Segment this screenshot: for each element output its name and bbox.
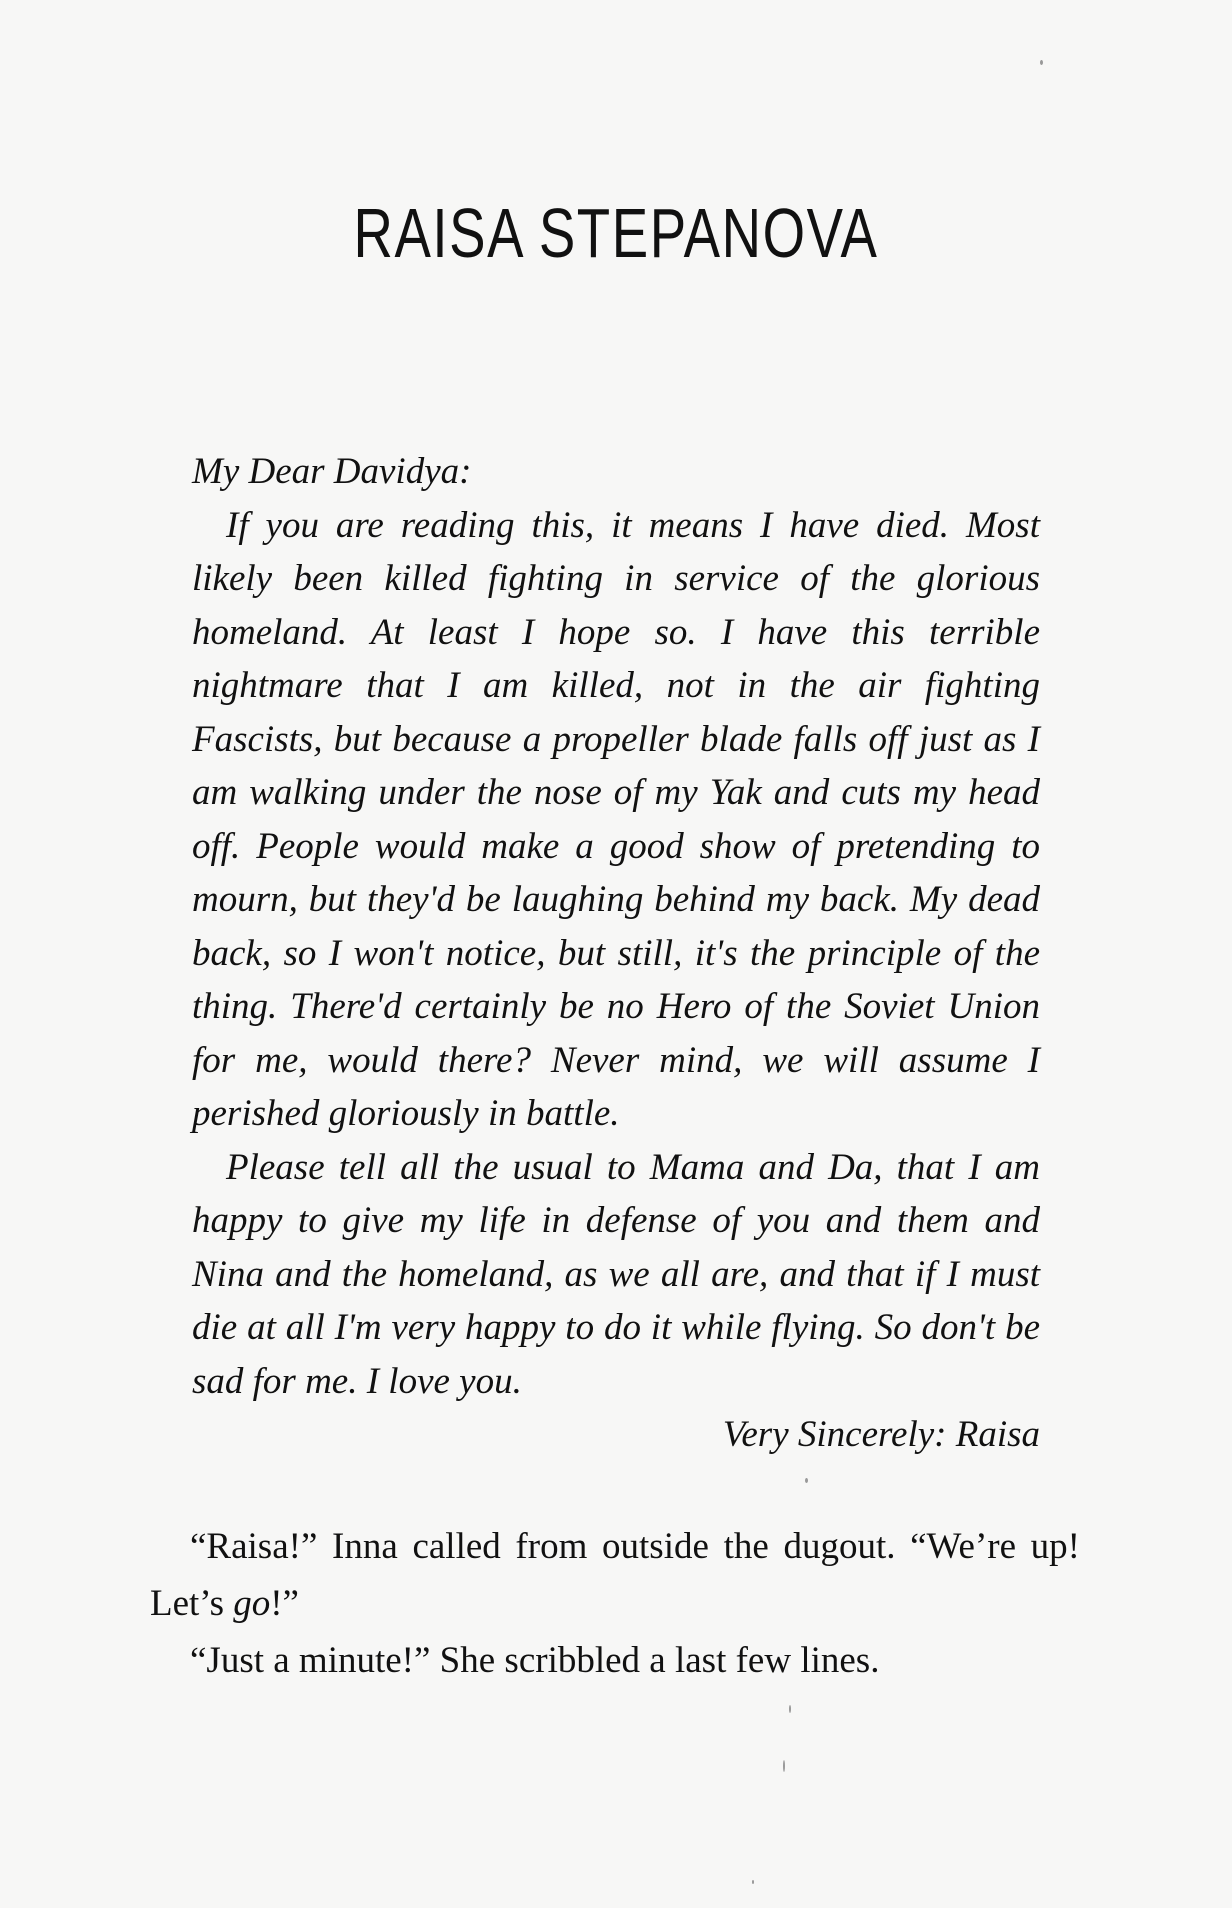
narrative-paragraph: [150, 1518, 1080, 1632]
letter-signoff: Very Sincerely: Raisa: [722, 1414, 1040, 1455]
print-speck: [1040, 60, 1043, 65]
print-speck: [783, 1760, 785, 1772]
letter-paragraph: If you are reading this, it means I have died. Most likely been killed fighting in service of the glorious homeland. At least I hope so. I have this terrible nightmare that I am killed, not in the air fighting Fascists, but because a propeller blade falls off just as I am walking under the nose of my Yak and cuts my head off. People would make a good show of pretending to mourn, but they'd be laughing behind my back. My dead back, so I won't notice, but still, it's the principle of the thing. There'd certainly be no Hero of the Soviet Union for me, would there? Never mind, we will assume I perished gloriously in battle.: [192, 504, 1040, 1134]
print-speck: [789, 1705, 791, 1713]
narrative-paragraph: “Just a minute!” She scribbled a last few lines.: [190, 1640, 880, 1681]
letter-salutation: My Dear Davidya:: [192, 451, 472, 492]
narrative-emphasis: go: [233, 1583, 271, 1624]
letter-paragraph: Please tell all the usual to Mama and Da, that I am happy to give my life in defense of you and them and Nina and the homeland, as we all are, and that if I must die at all I'm very happy to do it while flying. So don't be sad for me. I love you.: [192, 1146, 1040, 1402]
narrative-text: !”: [270, 1583, 299, 1624]
chapter-title: RAISA STEPANOVA: [353, 194, 879, 272]
narrative-block: [150, 1518, 1080, 1689]
narrative-text: “Raisa!” Inna called from outside the dugout. “We’re up! Let’s: [150, 1526, 1080, 1624]
print-speck: [805, 1478, 808, 1483]
letter-block: [192, 445, 1040, 1462]
print-speck: [752, 1880, 754, 1884]
